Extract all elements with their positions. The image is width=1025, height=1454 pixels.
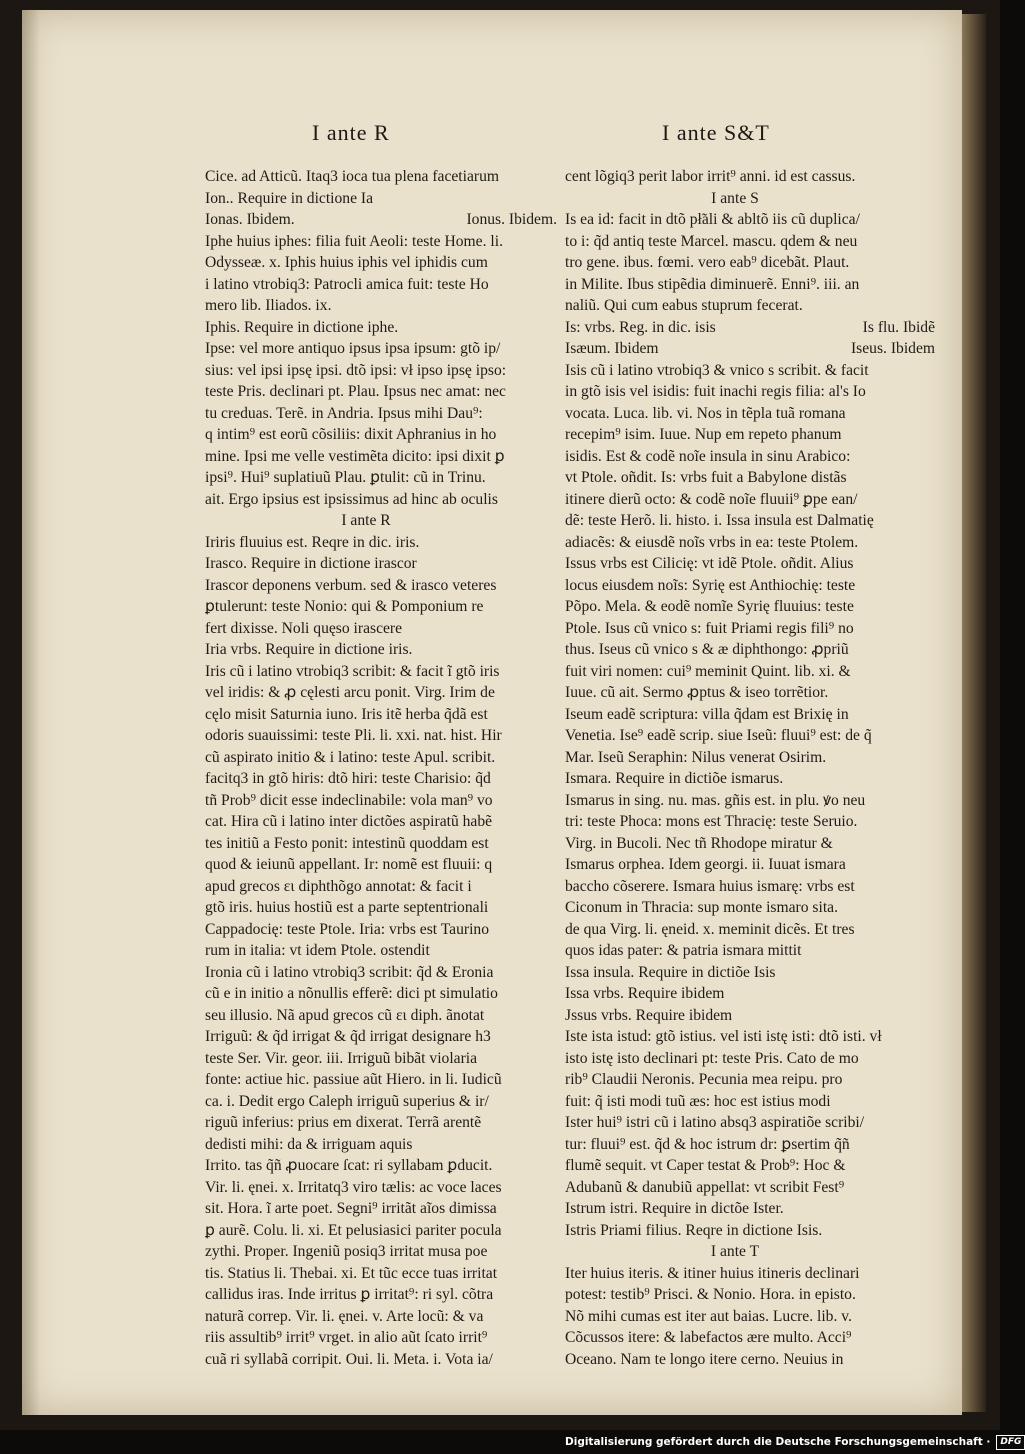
text-line: tu creduas. Terẽ. in Andria. Ipsus mihi Dau⁹: [205,404,483,422]
text-line: Iuue. cũ ait. Sermo ꝓptus & iseo torrẽtior. [565,684,829,701]
text-line: i latino vtrobiq3: Patrocli amica fuit: teste Ho [205,275,489,293]
dfg-logo: DFG [996,1435,1025,1450]
section-heading: I ante S [711,189,759,207]
text-line: quos idas pater: & patria ismara mittit [565,942,802,959]
text-line: tro gene. ibus. fœmi. vero eab⁹ dicebãt. Plaut. [565,254,850,271]
text-line: cęlo misit Saturnia iuno. Iris itẽ herba q̃dã est [205,705,488,723]
text-line: cent lõgiq3 perit labor irrit⁹ anni. id est cassus. [565,168,856,185]
text-line: zythi. Proper. Ingeniũ posiq3 irritat musa poe [205,1243,488,1260]
text-line: Jssus vrbs. Require ibidem [565,1006,733,1024]
text-line: Issa insula. Require in dictiõe Isis [565,963,776,981]
text-line: fuit: q̃ isti modi tuũ æs: hoc est istius modi [565,1092,831,1110]
text-line: to i: q̃d antiq teste Marcel. mascu. qdem & neu [565,232,858,250]
text-segment: Isæum. Ibidem [565,340,659,357]
text-line: Oceano. Nam te longo itere cerno. Neuius in [565,1350,844,1368]
text-segment: Is flu. Ibidẽ [862,318,935,336]
running-header-right: I ante S&T [662,120,770,145]
text-line: naliũ. Qui cum eabus stuprum fecerat. [565,297,803,314]
text-line: riis assultib⁹ irrit⁹ vrget. in alio aũt ſcato irrit⁹ [205,1329,488,1346]
text-line: cat. Hira cũ i latino inter dictões aspiratũ habẽ [205,813,493,830]
text-line: vel iridis: & ꝓ cęlesti arcu ponit. Virg. Irim de [205,684,495,701]
page-edge [962,14,986,1412]
text-line: cuã ri syllabã corripit. Oui. li. Meta. i. Vota ia/ [205,1350,493,1368]
credit-text: Digitalisierung gefördert durch die Deutsche Forschungsgemeinschaft · [565,1436,991,1448]
text-line: rib⁹ Claudii Neronis. Pecunia mea reipu. pro [565,1071,843,1088]
text-line: Issus vrbs est Cilicię: vt idẽ Ptole. oñdit. Alius [565,555,854,572]
text-line: vocata. Luca. lib. vi. Nos in tẽpla tuã romana [565,404,846,422]
text-line: Istrum istri. Require in dictõe Ister. [565,1200,784,1217]
text-line: riguũ inferius: prius em dixerat. Terrã arentẽ [205,1114,482,1131]
text-column-right [565,166,935,1370]
text-line: Iria vrbs. Require in dictione iris. [205,641,413,658]
text-line: adiacẽs: & eiusdẽ noĩs vrbs in ea: teste Ptolem. [565,533,859,551]
text-line: Iphe huius iphes: filia fuit Aeoli: teste Home. li. [205,232,503,250]
text-line: tes initiũ a Festo ponit: intestinũ quoddam est [205,834,489,852]
section-heading: I ante T [710,1243,760,1260]
text-line: mero lib. Iliados. ix. [205,297,332,314]
text-line: ipsi⁹. Hui⁹ suplatiuũ Plau. ꝑtulit: cũ in Trinu. [205,469,486,486]
text-line: vt Ptole. oñdit. Is: vrbs fuit a Babylone distãs [565,469,847,486]
text-line: Ciconum in Thracia: sup monte ismaro sita. [565,899,838,916]
text-line: Iste ista istud: gtõ istius. vel isti istę isti: dtõ isti. vł [565,1028,882,1045]
text-line: Ion.. Require in dictione Ia [205,189,374,207]
text-line: Irriguũ: & q̃d irrigat & q̃d irrigat designare h3 [205,1028,491,1045]
text-line: rum in italia: vt idem Ptole. ostendit [205,942,430,959]
text-line: Cappadocię: teste Ptole. Iria: vrbs est Taurino [205,920,489,938]
text-line: Odysseæ. x. Iphis huius iphis vel iphidis cum [205,254,488,271]
text-line: Iriris fluuius est. Reqre in dic. iris. [205,533,420,551]
text-line: tur: fluui⁹ est. q̃d & hoc istrum dr: ꝑsertim q̃ñ [565,1135,850,1153]
text-line: dẽ: teste Herõ. li. histo. i. Issa insula est Dalmatię [565,512,874,529]
text-line-split [565,338,935,360]
text-line: Ismara. Require in dictiõe ismarus. [565,770,784,787]
text-line: potest: testib⁹ Prisci. & Nonio. Hora. in episto. [565,1286,856,1303]
text-line: Istris Priami filius. Reqre in dictione Isis. [565,1221,823,1239]
text-line: sit. Hora. ĩ arte poet. Segni⁹ irritãt aĩos dimissa [205,1200,497,1217]
digitization-credit [565,1432,1025,1452]
text-line: Adubanũ & danubiũ appellat: vt scribit Fest⁹ [565,1178,845,1196]
text-line: Cice. ad Atticũ. Itaq3 ioca tua plena facetiarum [205,168,499,185]
text-line: isidis. Est & codẽ noĩe insula in sinu Arabico: [565,447,851,465]
text-segment: Is: vrbs. Reg. in dic. isis [565,318,716,336]
text-line: odoris suauissimi: teste Pli. li. xxi. nat. hist. Hir [205,727,502,744]
text-line: teste Ser. Vir. geor. iii. Irriguũ bibãt violaria [205,1049,478,1067]
running-header-left: I ante R [312,120,390,145]
text-line: dedisti mihi: da & irriguam aquis [205,1135,413,1153]
text-line: Ptole. Isus cũ vnico s: fuit Priami regis fili⁹ no [565,619,854,637]
text-line: Nõ mihi cumas est iter aut baias. Lucre. lib. v. [565,1307,852,1325]
text-line: seu illusio. Nã apud grecos cũ ει diph. ãnotat [205,1006,485,1024]
text-line: cũ e in initio a nõnullis efferẽ: dici pt simulatio [205,985,498,1002]
text-line: Irasco. Require in dictione irascor [205,555,417,572]
spine-shadow [22,10,40,1415]
text-line: callidus iras. Inde irritus ꝑ irritat⁹: ri syl. cõtra [205,1286,494,1303]
text-line: tri: teste Phoca: mons est Thracię: teste Seruio. [565,813,858,830]
text-segment: Ionas. Ibidem. [205,211,295,228]
text-line: fonte: actiue hic. passiue aũt Hiero. in li. Iudicũ [205,1071,502,1088]
text-line-split [205,209,557,231]
text-line: Ister hui⁹ istri cũ i latino absq3 aspiratiõe scribi/ [565,1114,865,1131]
text-line: Vir. li. ęnei. x. Irritatq3 viro tælis: ac voce laces [205,1178,502,1196]
text-line: in Milite. Ibus stipẽdia diminuerẽ. Enni⁹. iii. an [565,275,860,293]
section-heading: I ante R [341,512,391,529]
text-line: Irrito. tas q̃ñ ꝓuocare ſcat: ri syllabam ꝑducit. [205,1157,493,1174]
text-line: thus. Iseus cũ vnico s & æ diphthongo: ꝓpriũ [565,641,849,658]
text-line: isto istę isto declinari pt: teste Pris. Cato de mo [565,1049,859,1067]
text-line: flumẽ sequit. vt Caper testat & Prob⁹: Hoc & [565,1157,846,1174]
text-line: sius: vel ipsi ipsę ipsi. dtõ ipsi: vł ipso ipsę ipso: [205,361,507,379]
text-line: naturã correp. Vir. li. ęnei. v. Arte locũ: & va [205,1307,484,1325]
text-line: tis. Statius li. Thebai. xi. Et tũc ecce tuas irritat [205,1264,498,1282]
text-line: ꝑ aurẽ. Colu. li. xi. Et pelusiasici pariter pocula [205,1221,502,1239]
text-line: ca. i. Dedit ergo Caleph irriguũ superius & ir/ [205,1092,489,1110]
text-line: itinere dierũ octo: & codẽ noĩe fluuii⁹ ꝑpe ean/ [565,490,858,508]
text-line: gtõ iris. huius hostiũ est a parte septentrionali [205,899,489,916]
text-line: Isis cũ i latino vtrobiq3 & vnico s scribit. & facit [565,361,869,379]
text-line: q intim⁹ est eorũ cõsiliis: dixit Aphranius in ho [205,426,497,443]
text-column-left [205,166,557,1370]
text-line: Ismarus in sing. nu. mas. gñis est. in plu. ꝟo neu [565,791,866,809]
text-line: mine. Ipsi me velle vestimẽta dicito: ipsi dixit ꝑ [205,447,505,465]
text-segment: Iseus. Ibidem [850,340,935,357]
text-line: fuit viri nomen: cui⁹ meminit Quint. lib. xi. & [565,662,851,680]
text-line: locus eiusdem noĩs: Syrię est Anthiochię: teste [565,576,856,594]
text-line: Iter huius iteris. & itiner huius itineris declinari [565,1264,860,1282]
text-line: apud grecos ει diphthõgo annotat: & facit i [205,877,472,895]
text-line: teste Pris. declinari pt. Plau. Ipsus nec amat: nec [205,383,506,400]
text-line: fert dixisse. Noli quęso irascere [205,619,403,637]
text-line: Issa vrbs. Require ibidem [565,985,725,1002]
text-line: tñ Prob⁹ dicit esse indeclinabile: vola man⁹ vo [205,791,493,809]
text-line: Mar. Iseũ Seraphin: Nilus venerat Osirim. [565,748,827,766]
text-line: Ipse: vel more antiquo ipsus ipsa ipsum: gtõ ip/ [205,340,501,357]
text-line: Is ea id: facit in dtõ pł̃ali & abltõ iis cũ duplica/ [565,211,860,228]
text-line: Cõcussos itere: & labefactos ære multo. Acci⁹ [565,1329,852,1346]
text-line-split [565,317,935,339]
text-line: recepim⁹ isim. Iuue. Nup em repeto phanum [565,426,842,443]
text-line: Iphis. Require in dictione iphe. [205,318,399,336]
text-line: facitq3 in gtõ hiris: dtõ hiri: teste Charisio: q̃d [205,770,491,787]
text-line: Venetia. Ise⁹ eadẽ scrip. siue Iseũ: fluui⁹ est: de q̃ [565,727,872,744]
text-line: in gtõ isis vel isidis: fuit inachi regis filia: al's Io [565,383,866,400]
text-line: baccho cõserere. Ismara huius ismarę: vrbs est [565,877,855,895]
text-line: Põpo. Mela. & eodẽ nomĩe Syrię fluuius: teste [565,598,854,615]
text-line: Ismarus orphea. Idem georgi. ii. Iuuat ismara [565,856,846,873]
text-line: quod & ieiunũ appellant. Ir: nomẽ est fluuii: q [205,856,493,873]
text-line: ꝑtulerunt: teste Nonio: qui & Pomponium re [205,598,484,615]
text-line: ait. Ergo ipsius est ipsissimus ad hinc ab oculis [205,490,498,508]
text-segment: Ionus. Ibidem. [466,211,557,228]
text-line: Virg. in Bucoli. Nec tñ Rhodope miratur & [565,834,833,852]
text-line: Iris cũ i latino vtrobiq3 scribit: & facit ĩ gtõ iris [205,662,500,680]
text-line: Irascor deponens verbum. sed & irasco veteres [205,576,497,594]
text-line: Iseum eadẽ scriptura: villa q̃dam est Brixię in [565,705,849,723]
text-line: de qua Virg. li. ęneid. x. meminit dicẽs. Et tres [565,920,855,938]
text-line: Ironia cũ i latino vtrobiq3 scribit: q̃d & Eronia [205,963,494,981]
text-line: cũ aspirato initio & i latino: teste Apul. scribit. [205,748,496,766]
